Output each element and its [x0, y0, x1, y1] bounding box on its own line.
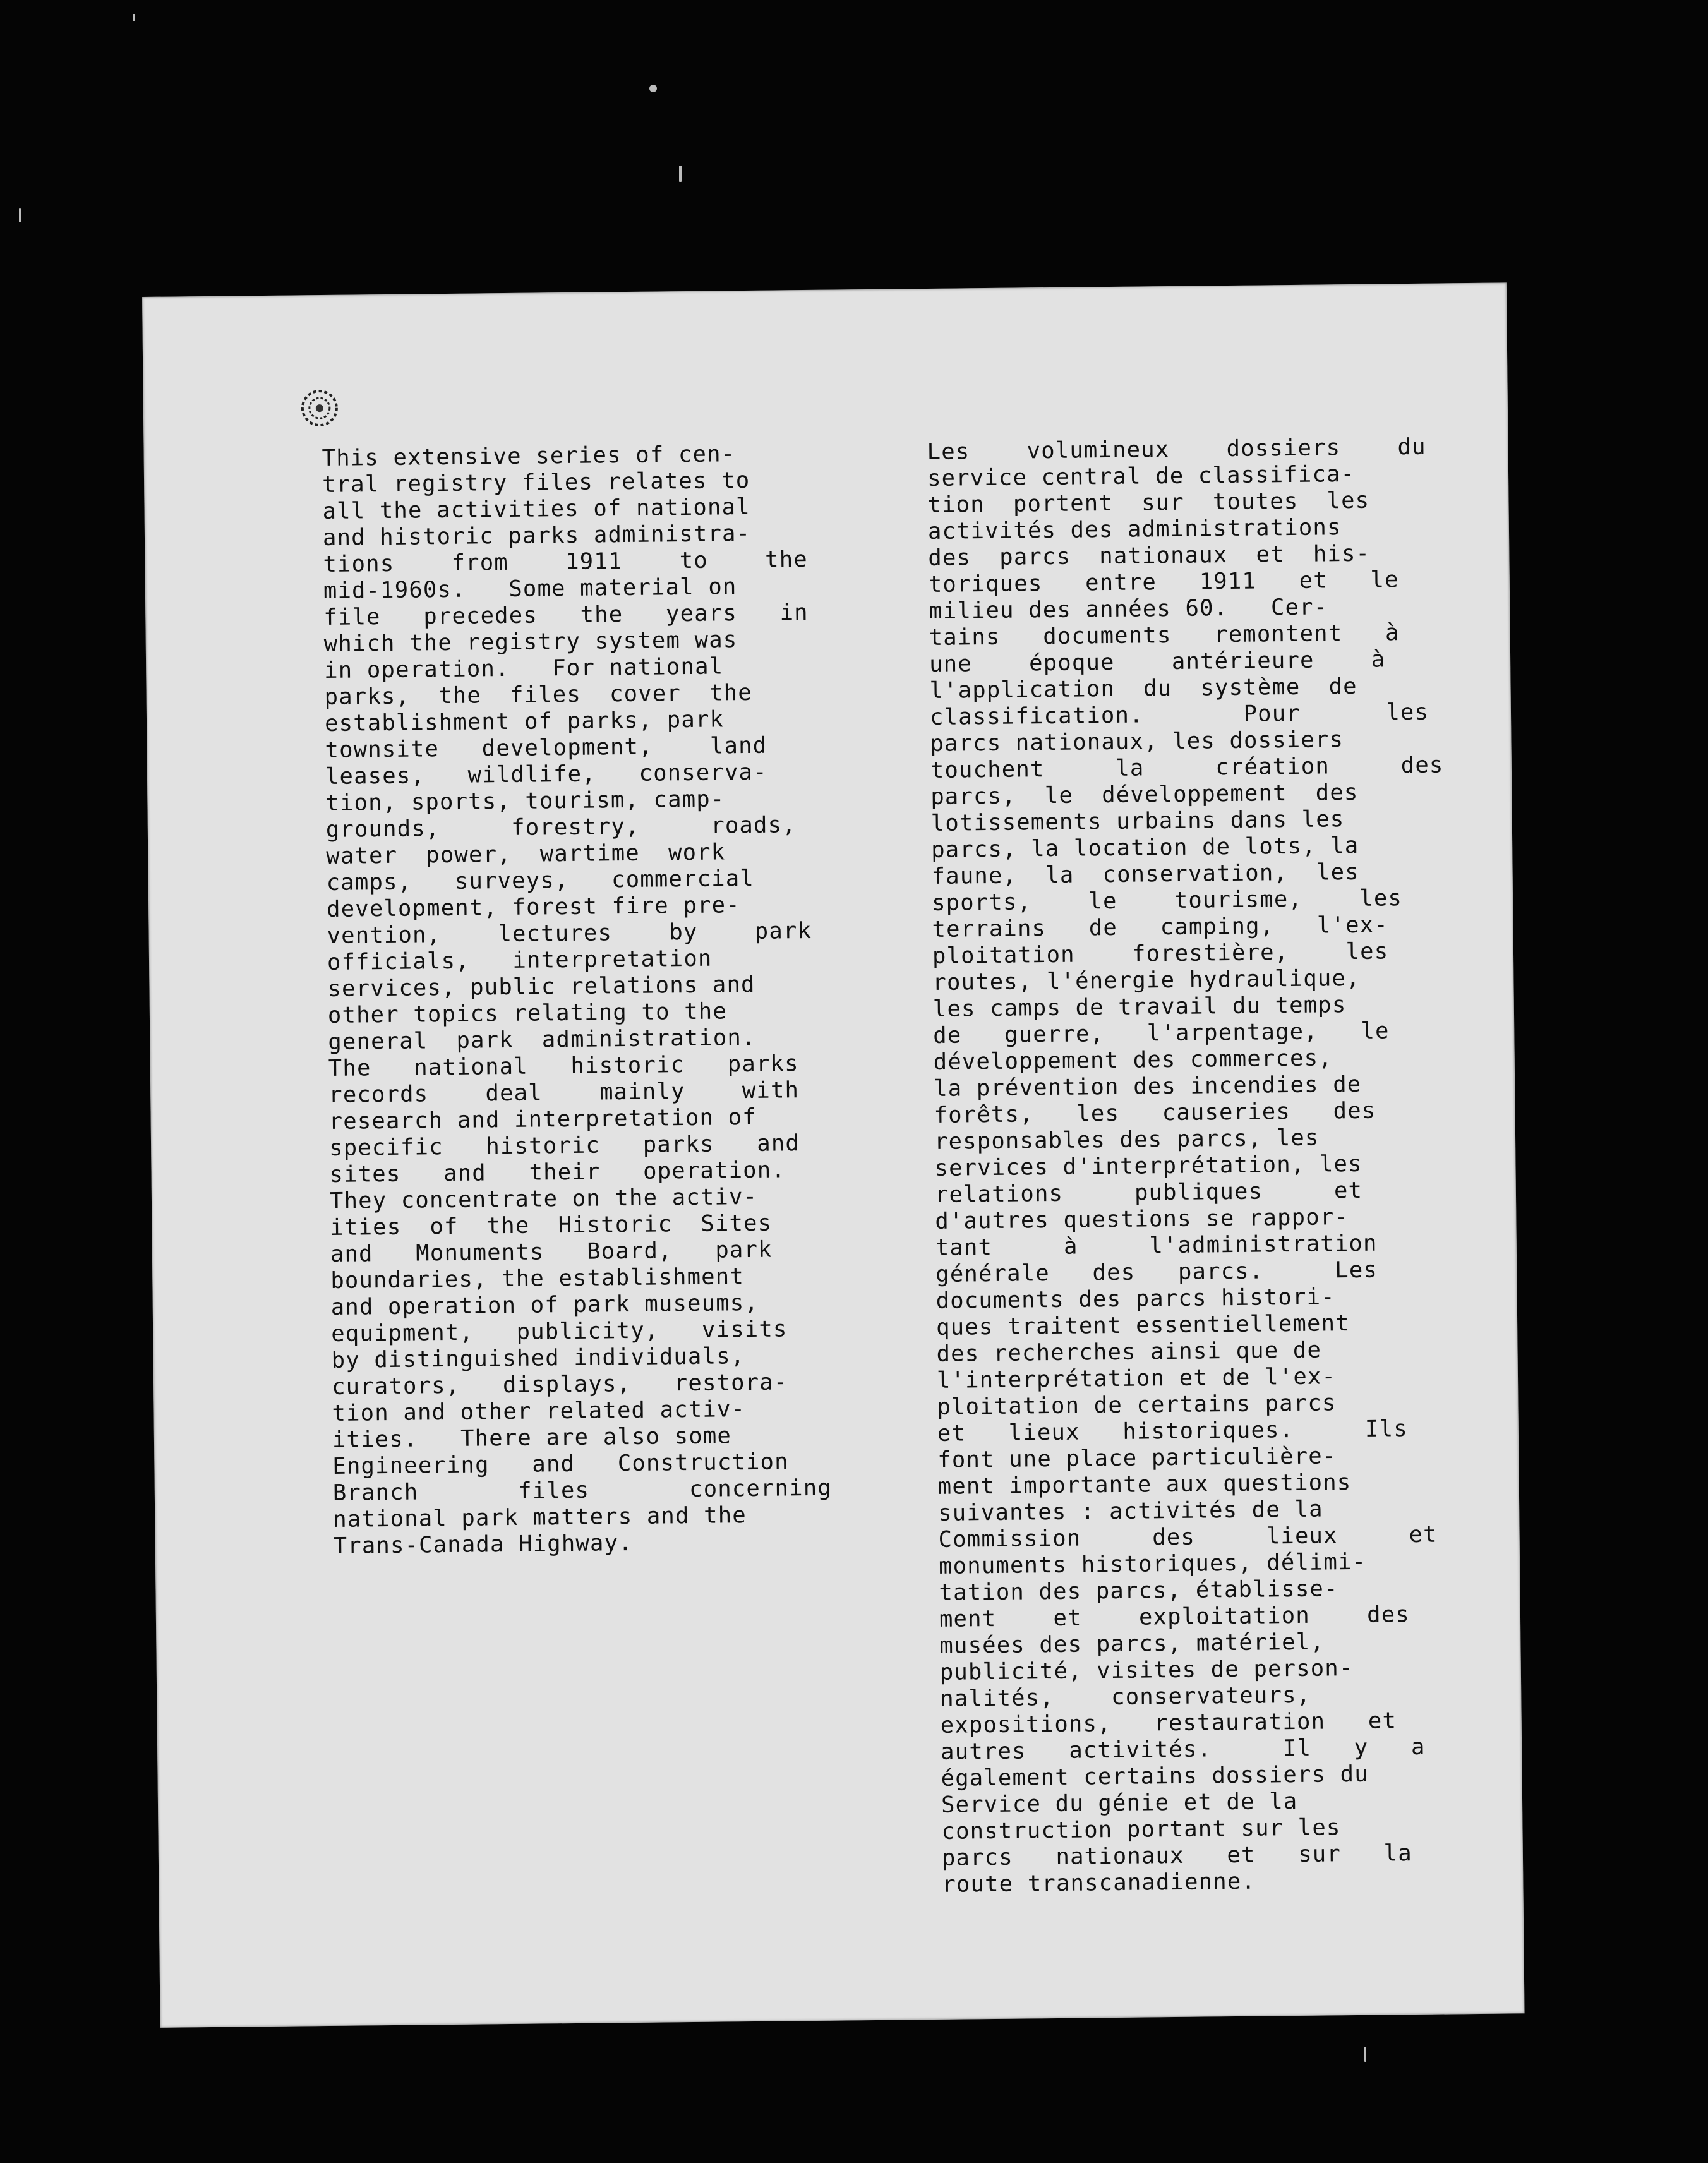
- text-line: townsite development, land: [325, 732, 767, 764]
- text-line: parcs, le développement des: [930, 779, 1359, 810]
- text-line: responsables des parcs, les: [934, 1124, 1320, 1155]
- text-line: tral registry files relates to: [322, 467, 750, 498]
- text-line: musées des parcs, matériel,: [939, 1629, 1325, 1659]
- text-line: font une place particulière-: [937, 1443, 1337, 1473]
- text-line: relations publiques et: [934, 1177, 1363, 1208]
- text-line: which the registry system was: [323, 627, 738, 658]
- text-line: tation des parcs, établisse-: [939, 1576, 1338, 1606]
- text-line: in operation. For national: [323, 653, 724, 684]
- text-line: publicité, visites de person-: [939, 1655, 1354, 1685]
- text-line: development, forest fire pre-: [326, 892, 740, 922]
- text-line: et lieux historiques. Ils: [937, 1416, 1408, 1447]
- text-line: tion portent sur toutes les: [927, 487, 1370, 518]
- text-line: documents des parcs histori-: [935, 1284, 1335, 1314]
- text-line: This extensive series of cen-: [322, 441, 736, 472]
- text-line: ities. There are also some: [332, 1423, 732, 1453]
- text-line: lotissements urbains dans les: [930, 806, 1345, 836]
- text-line: tant à l'administration: [935, 1230, 1378, 1261]
- text-line: tains documents remontent à: [929, 620, 1400, 651]
- text-line: and Monuments Board, park: [330, 1236, 773, 1267]
- text-line: mid-1960s. Some material on: [323, 574, 737, 605]
- text-line: l'application du système de: [929, 673, 1357, 704]
- text-line: research and interpretation of: [328, 1104, 757, 1135]
- text-line: générale des parcs. Les: [935, 1256, 1378, 1287]
- text-line: l'interprétation et de l'ex-: [936, 1363, 1337, 1394]
- text-line: all the activities of national: [322, 493, 750, 525]
- text-line: water power, wartime work: [326, 839, 726, 869]
- text-line: activités des administrations: [927, 514, 1342, 545]
- text-line: other topics relating to the: [327, 998, 728, 1028]
- text-line: terrains de camping, l'ex-: [932, 912, 1389, 943]
- text-line: construction portant sur les: [941, 1814, 1341, 1845]
- text-line: service central de classifica-: [927, 461, 1356, 491]
- text-line: camps, surveys, commercial: [326, 865, 755, 896]
- text-line: ities of the Historic Sites: [330, 1210, 773, 1241]
- text-line: nalités, conservateurs,: [940, 1682, 1311, 1712]
- text-line: officials, interpretation: [327, 945, 713, 975]
- text-line: forêts, les causeries des: [934, 1097, 1376, 1128]
- text-line: and historic parks administra-: [322, 520, 751, 551]
- text-line: Commission des lieux et: [938, 1521, 1438, 1553]
- text-line: parcs nationaux, les dossiers: [930, 726, 1344, 757]
- text-line: Trans-Canada Highway.: [333, 1529, 633, 1559]
- text-line: parcs nationaux et sur la: [941, 1840, 1413, 1871]
- dust-speck: [679, 166, 682, 182]
- text-line: suivantes : activités de la: [938, 1496, 1323, 1526]
- text-line: la prévention des incendies de: [933, 1071, 1362, 1102]
- text-line: general park administration.: [328, 1024, 756, 1055]
- text-line: by distinguished individuals,: [331, 1343, 745, 1373]
- text-line: The national historic parks: [328, 1051, 799, 1082]
- text-line: services, public relations and: [327, 971, 755, 1002]
- text-line: ques traitent essentiellement: [935, 1310, 1350, 1341]
- text-line: autres activités. Il y a: [940, 1733, 1426, 1765]
- text-line: services d'interprétation, les: [934, 1150, 1362, 1181]
- text-line: Engineering and Construction: [332, 1449, 789, 1479]
- text-line: specific historic parks and: [328, 1130, 800, 1161]
- text-line: de guerre, l'arpentage, le: [933, 1018, 1390, 1049]
- document-page: [142, 282, 1525, 2027]
- dust-speck: [1364, 2047, 1366, 2062]
- text-line: Service du génie et de la: [941, 1788, 1298, 1818]
- text-line: Les volumineux dossiers du: [927, 433, 1426, 465]
- text-line: national park matters and the: [333, 1502, 747, 1533]
- text-line: ment et exploitation des: [939, 1601, 1410, 1632]
- text-line: file precedes the years in: [323, 599, 809, 631]
- text-line: They concentrate on the activ-: [329, 1183, 758, 1214]
- text-line: des parcs nationaux et his-: [928, 540, 1371, 571]
- text-line: une époque antérieure à: [929, 646, 1386, 677]
- text-line: développement des commerces,: [933, 1045, 1333, 1075]
- text-line: touchent la création des: [930, 752, 1444, 783]
- text-line: monuments historiques, délimi-: [938, 1548, 1367, 1579]
- text-line: vention, lectures by park: [327, 917, 812, 949]
- text-line: tions from 1911 to the: [323, 546, 809, 578]
- text-line: milieu des années 60. Cer-: [929, 594, 1328, 624]
- text-line: faune, la conservation, les: [931, 859, 1360, 889]
- text-line: des recherches ainsi que de: [936, 1337, 1322, 1367]
- text-line: leases, wildlife, conserva-: [325, 759, 767, 790]
- text-line: les camps de travail du temps: [932, 992, 1347, 1022]
- text-line: classification. Pour les: [929, 699, 1429, 730]
- dust-speck: [19, 208, 21, 222]
- emblem-icon: [300, 389, 340, 428]
- text-line: ploitation de certains parcs: [937, 1390, 1337, 1420]
- text-line: Branch files concerning: [332, 1474, 833, 1506]
- text-line: ploitation forestière, les: [932, 938, 1389, 969]
- text-line: sites and their operation.: [329, 1157, 786, 1188]
- text-line: parks, the files cover the: [324, 679, 753, 711]
- text-line: and operation of park museums,: [330, 1289, 759, 1320]
- text-line: grounds, forestry, roads,: [325, 812, 797, 843]
- text-line: d'autres questions se rappor-: [935, 1204, 1349, 1234]
- text-line: boundaries, the establishment: [330, 1263, 745, 1294]
- text-line: ment importante aux questions: [937, 1469, 1352, 1500]
- text-line: expositions, restauration et: [940, 1708, 1397, 1738]
- text-line: tion, sports, tourism, camp-: [325, 786, 725, 817]
- text-line: sports, le tourisme, les: [931, 885, 1403, 916]
- text-line: tion and other related activ-: [332, 1396, 746, 1426]
- dust-speck: [649, 85, 657, 92]
- text-line: toriques entre 1911 et le: [928, 567, 1399, 598]
- text-line: records deal mainly with: [328, 1077, 800, 1108]
- text-line: curators, displays, restora-: [331, 1369, 788, 1400]
- text-line: également certains dossiers du: [941, 1761, 1369, 1792]
- text-line: parcs, la location de lots, la: [931, 832, 1359, 863]
- text-line: establishment of parks, park: [324, 706, 725, 737]
- dust-speck: [133, 14, 135, 21]
- text-line: equipment, publicity, visits: [330, 1316, 788, 1347]
- french-text-column: [927, 433, 1444, 1898]
- english-text-column: [322, 440, 833, 1560]
- text-line: route transcanadienne.: [942, 1868, 1256, 1898]
- text-line: routes, l'énergie hydraulique,: [932, 965, 1361, 996]
